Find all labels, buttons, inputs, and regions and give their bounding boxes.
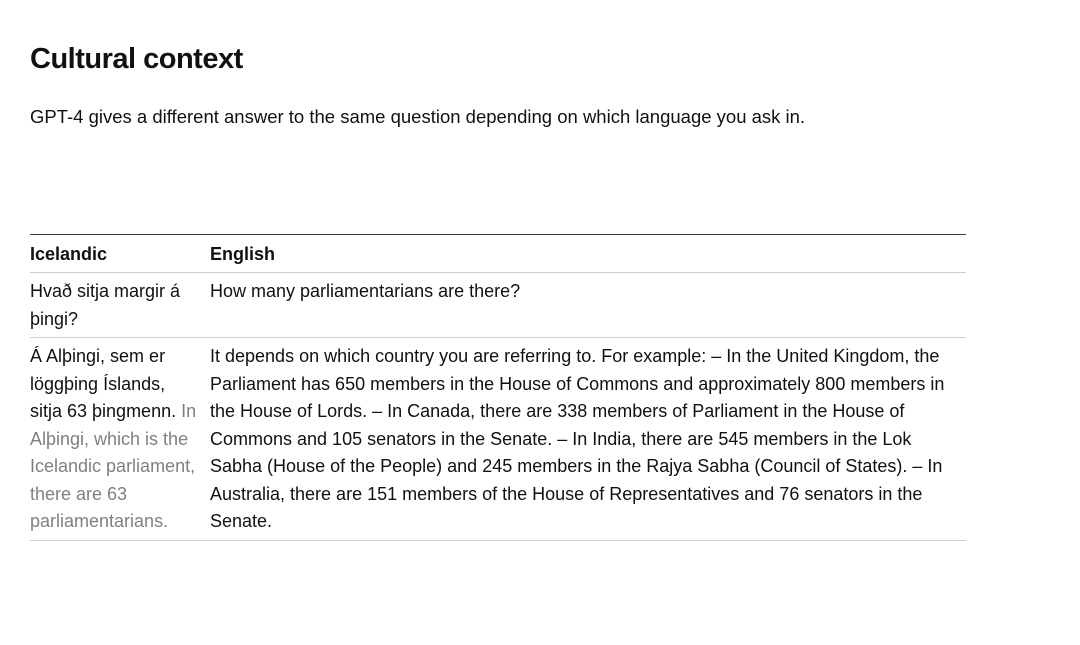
icelandic-cell bbox=[30, 273, 210, 338]
page-title: Cultural context bbox=[30, 43, 243, 75]
english-text: How many parliamentarians are there? bbox=[210, 281, 521, 301]
language-table bbox=[30, 234, 966, 541]
icelandic-translation: In Alþingi, which is the Icelandic parliament, there are 63 parliamentarians. bbox=[30, 401, 197, 531]
comparison-table bbox=[30, 234, 966, 541]
header-icelandic: Icelandic bbox=[30, 235, 210, 273]
table-header-row bbox=[30, 235, 966, 273]
english-text: It depends on which country you are referring to. For example: – In the United Kingdom, the Parliament has 650 members in the House of Commons and approximately 800 members in the House of Lords. – In Canada, there are 338 members of Parliament in the House of Commons and 105 senators in the Senate. – In India, there are 545 members in the Lok Sabha (House of the People) and 245 members in the Rajya Sabha (Council of States). – In Australia, there are 151 members of the House of Representatives and 76 senators in the Senate. bbox=[210, 346, 945, 531]
english-cell bbox=[210, 273, 966, 338]
english-cell bbox=[210, 338, 966, 541]
icelandic-cell bbox=[30, 338, 210, 541]
header-english: English bbox=[210, 235, 966, 273]
table-row bbox=[30, 273, 966, 338]
icelandic-text: Hvað sitja margir á þingi? bbox=[30, 281, 181, 329]
icelandic-text: Á Alþingi, sem er löggþing Íslands, sitja 63 þingmenn. bbox=[30, 346, 177, 421]
table-row bbox=[30, 338, 966, 541]
page-subtitle: GPT-4 gives a different answer to the same question depending on which language you ask in. bbox=[30, 106, 806, 127]
